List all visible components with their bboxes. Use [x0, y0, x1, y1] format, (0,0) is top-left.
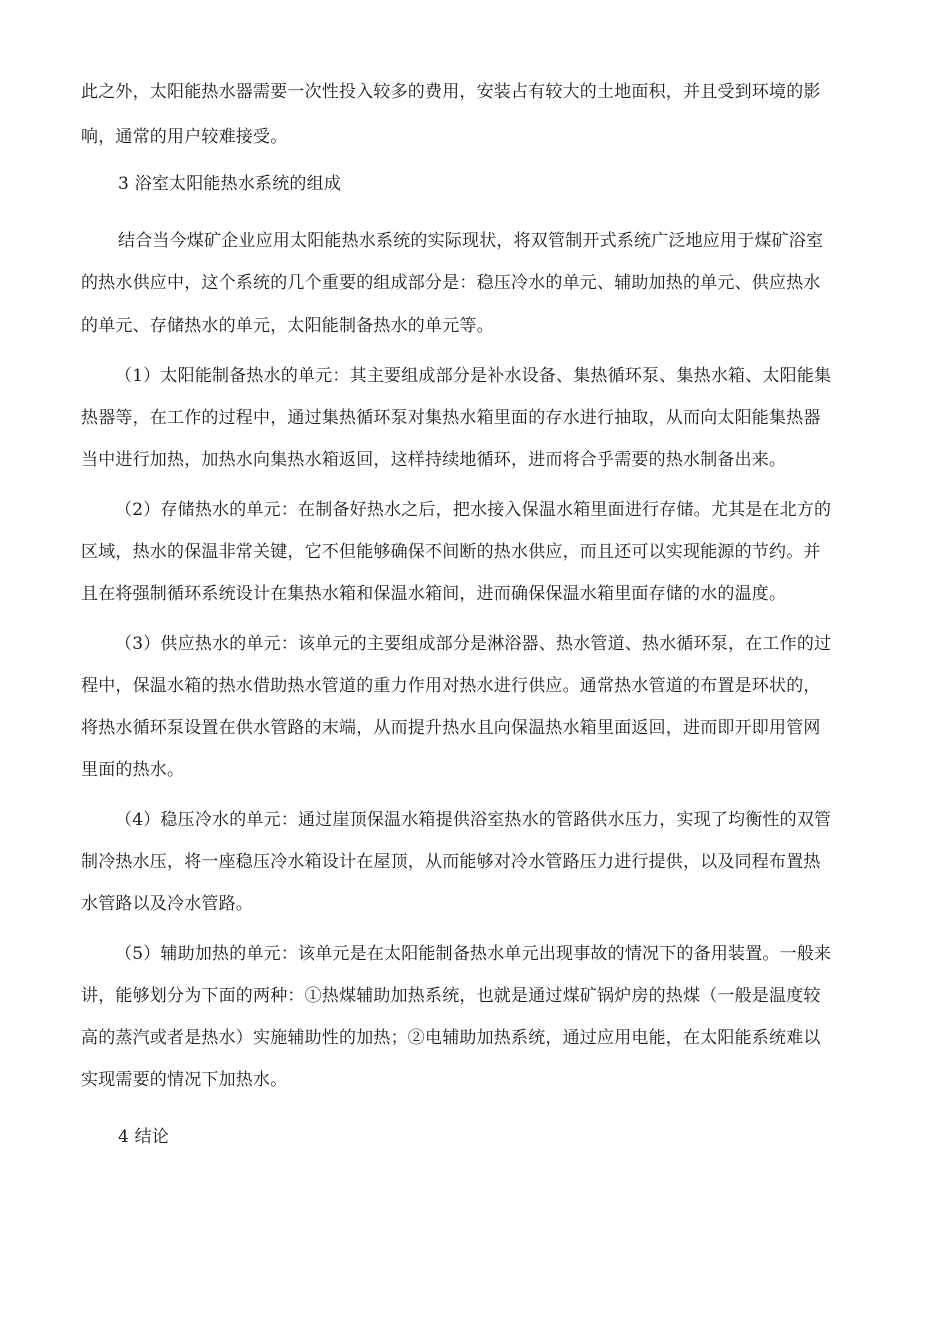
paragraph-line: 此之外，太阳能热水器需要一次性投入较多的费用，安装占有较大的土地面积，并且受到环境的影	[81, 82, 821, 102]
paragraph-line: 实现需要的情况下加热水。	[81, 1070, 288, 1090]
paragraph-line: （4）稳压冷水的单元：通过崖顶保温水箱提供浴室热水的管路供水压力，实现了均衡性的双管	[115, 810, 832, 830]
paragraph-line: 的热水供应中，这个系统的几个重要的组成部分是：稳压冷水的单元、辅助加热的单元、供应热水	[81, 273, 821, 293]
paragraph-line: 且在将强制循环系统设计在集热水箱和保温水箱间，进而确保保温水箱里面存储的水的温度。	[81, 584, 787, 604]
paragraph-line: 讲，能够划分为下面的两种：①热煤辅助加热系统，也就是通过煤矿锅炉房的热煤（一般是温度较	[81, 986, 821, 1006]
paragraph-line: （2）存储热水的单元：在制备好热水之后，把水接入保温水箱里面进行存储。尤其是在北方的	[115, 500, 832, 520]
paragraph-line: （5）辅助加热的单元：该单元是在太阳能制备热水单元出现事故的情况下的备用装置。一般来	[115, 944, 832, 964]
paragraph-line: 将热水循环泵设置在供水管路的末端，从而提升热水且向保温热水箱里面返回，进而即开即用管网	[81, 718, 821, 738]
paragraph-line: 制冷热水压，将一座稳压冷水箱设计在屋顶，从而能够对冷水管路压力进行提供，以及同程布置热	[81, 852, 821, 872]
paragraph-line: 结合当今煤矿企业应用太阳能热水系统的实际现状，将双管制开式系统广泛地应用于煤矿浴室	[118, 231, 824, 251]
paragraph-line: 水管路以及冷水管路。	[81, 894, 253, 914]
paragraph-line: 响，通常的用户较难接受。	[81, 127, 288, 147]
section-heading-4: 4 结论	[118, 1127, 170, 1147]
paragraph-line: 的单元、存储热水的单元，太阳能制备热水的单元等。	[81, 316, 494, 336]
section-heading-3: 3 浴室太阳能热水系统的组成	[118, 174, 342, 194]
paragraph-line: （1）太阳能制备热水的单元：其主要组成部分是补水设备、集热循环泵、集热水箱、太阳能集	[115, 366, 832, 386]
paragraph-line: 程中，保温水箱的热水借助热水管道的重力作用对热水进行供应。通常热水管道的布置是环状的，	[81, 676, 821, 696]
paragraph-line: 区域，热水的保温非常关键，它不但能够确保不间断的热水供应，而且还可以实现能源的节约。并	[81, 542, 821, 562]
paragraph-line: 热器等，在工作的过程中，通过集热循环泵对集热水箱里面的存水进行抽取，从而向太阳能集热器	[81, 408, 821, 428]
paragraph-line: （3）供应热水的单元：该单元的主要组成部分是淋浴器、热水管道、热水循环泵，在工作的过	[115, 634, 832, 654]
paragraph-line: 当中进行加热，加热水向集热水箱返回，这样持续地循环，进而将合乎需要的热水制备出来。	[81, 450, 787, 470]
paragraph-line: 里面的热水。	[81, 760, 185, 780]
paragraph-line: 高的蒸汽或者是热水）实施辅助性的加热；②电辅助加热系统，通过应用电能，在太阳能系统难以	[81, 1028, 821, 1048]
